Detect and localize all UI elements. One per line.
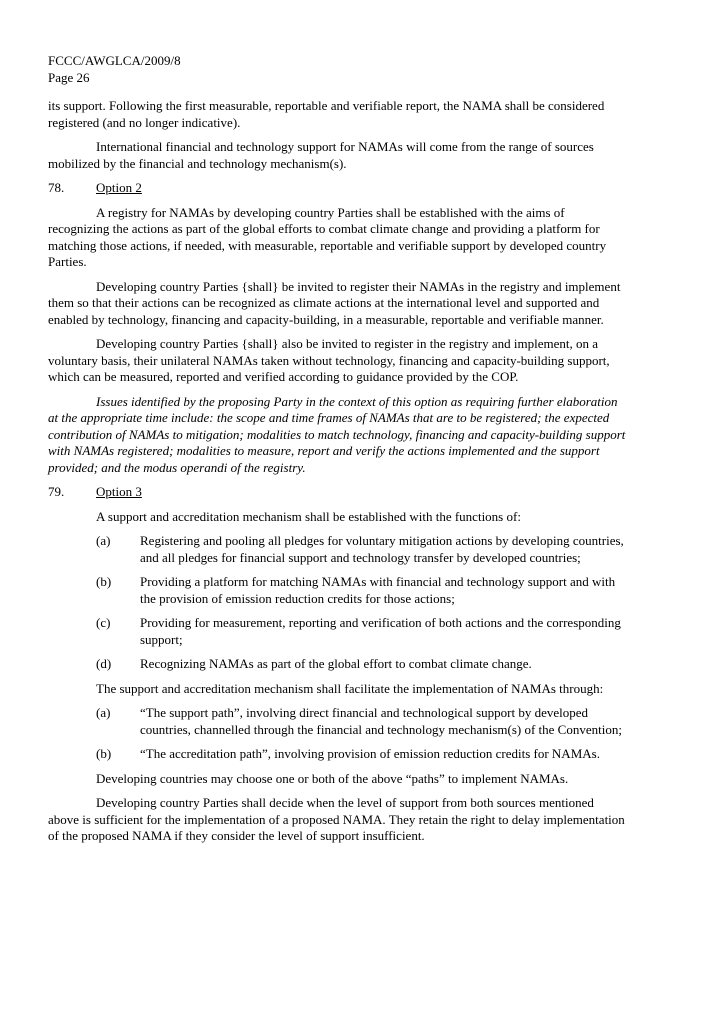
list-item-label: (c) <box>96 615 111 630</box>
paragraph: its support. Following the first measurable, reportable and verifiable report, the NAMA shall be considered registered (and no longer indicative). <box>48 98 605 130</box>
section-title: Option 3 <box>96 484 142 499</box>
document-body <box>48 98 628 853</box>
section-79-heading <box>48 484 628 501</box>
list-item <box>96 574 628 607</box>
document-symbol: FCCC/AWGLCA/2009/8 <box>48 53 181 68</box>
list-item-text: Registering and pooling all pledges for voluntary mitigation actions by developing countries, and all pledges for financial support and technology transfer by developed countries; <box>140 533 624 565</box>
section-number: 78. <box>48 180 65 195</box>
list-item-label: (b) <box>96 574 112 589</box>
list-item-label: (d) <box>96 656 112 671</box>
list-item <box>96 746 628 763</box>
paragraph: A support and accreditation mechanism shall be established with the functions of: <box>96 508 521 524</box>
list-item-label: (b) <box>96 746 112 761</box>
list-item-text: Providing a platform for matching NAMAs with financial and technology support and with the provision of emission reduction credits for those actions; <box>140 574 616 606</box>
paragraph: Developing country Parties shall decide when the level of support from both sources mentioned above is sufficient for the implementation of a proposed NAMA. They retain the right to delay implementation of the proposed NAMA if they consider the level of support insufficient. <box>48 795 625 843</box>
page-number: Page 26 <box>48 70 90 85</box>
paragraph: The support and accreditation mechanism shall facilitate the implementation of NAMAs through: <box>96 680 604 696</box>
list-item <box>96 615 628 648</box>
paragraph: International financial and technology support for NAMAs will come from the range of sources mobilized by the financial and technology mechanism(s). <box>48 139 594 171</box>
paragraph: Developing countries may choose one or both of the above “paths” to implement NAMAs. <box>96 770 569 786</box>
list-item <box>96 533 628 566</box>
list-item-text: “The support path”, involving direct financial and technological support by developed countries, channelled through the financial and technology mechanism(s) of the Convention; <box>140 705 622 737</box>
list-item-text: “The accreditation path”, involving provision of emission reduction credits for NAMAs. <box>140 746 600 761</box>
italic-note-paragraph: Issues identified by the proposing Party in the context of this option as requiring further elaboration at the appropriate time include: the scope and time frames of NAMAs that are to be registered; the expected contribution of NAMAs to mitigation; modalities to match technology, financing and capacity-building support with NAMAs registered; modalities to measure, report and verify the actions implemented and the support provided; and the modus operandi of the registry. <box>48 393 626 475</box>
paragraph: Developing country Parties {shall} be invited to register their NAMAs in the registry and implement them so that their actions can be recognized as climate actions at the international level and supported and enabled by technology, financing and capacity-building, in a measurable, reportable and verifiable manner. <box>48 278 621 327</box>
paragraph: A registry for NAMAs by developing country Parties shall be established with the aims of recognizing the actions as part of the global efforts to combat climate change and providing a platform for matching those actions, if needed, with measurable, reportable and verifiable support by developed country Parties. <box>48 204 607 269</box>
page-header <box>48 52 181 86</box>
list-item-text: Recognizing NAMAs as part of the global effort to combat climate change. <box>140 656 532 671</box>
section-78-heading <box>48 180 628 197</box>
paragraph: Developing country Parties {shall} also be invited to register in the registry and implement, on a voluntary basis, their unilateral NAMAs taken without technology, financing and capacity-building support, which can be measured, reported and verified according to guidance provided by the COP. <box>48 336 610 384</box>
list-item-label: (a) <box>96 705 111 720</box>
list-item-text: Providing for measurement, reporting and verification of both actions and the corresponding support; <box>140 615 621 647</box>
list-item-label: (a) <box>96 533 111 548</box>
section-number: 79. <box>48 484 65 499</box>
section-title: Option 2 <box>96 180 142 195</box>
list-item <box>96 705 628 738</box>
list-item <box>96 656 628 673</box>
